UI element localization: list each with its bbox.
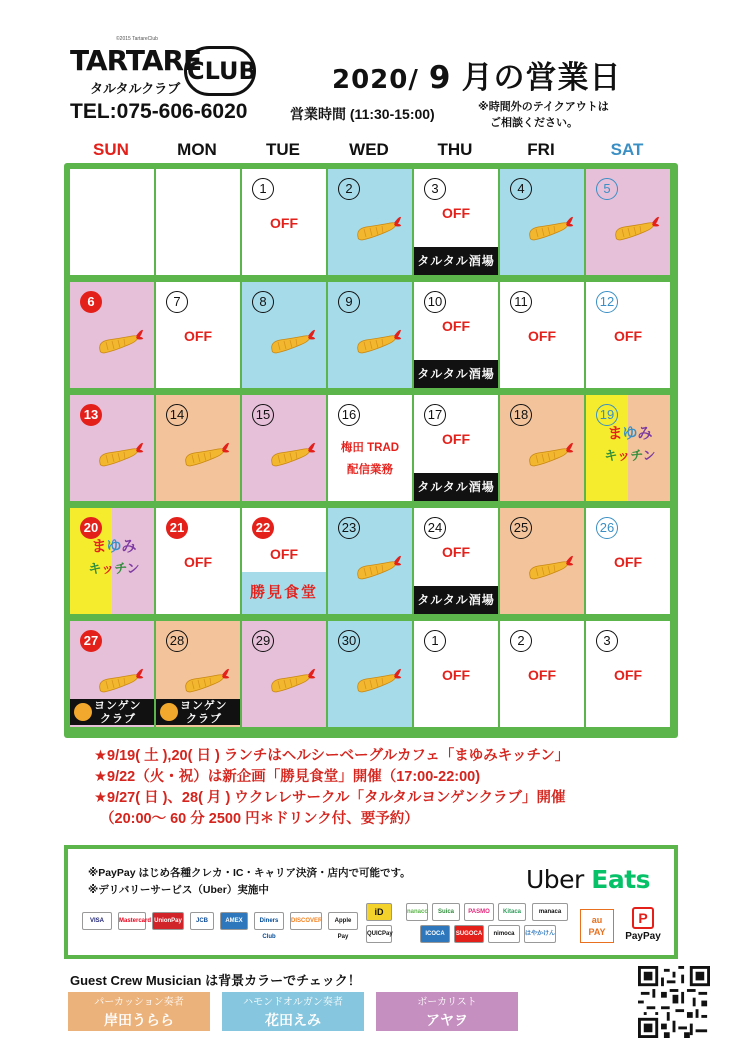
ic-logo: QUICPay <box>366 925 392 943</box>
day-number: 21 <box>166 517 188 539</box>
day-number: 6 <box>80 291 102 313</box>
ic-logo: nanaco <box>406 903 428 921</box>
calendar-day <box>414 395 498 501</box>
ic-logo: iD <box>366 903 392 921</box>
fried-shrimp-icon <box>94 439 144 469</box>
card-logo: UnionPay <box>152 912 184 930</box>
logo-club: CLUB <box>184 46 256 96</box>
day-number: 18 <box>510 404 532 426</box>
ic-logo: Suica <box>432 903 460 921</box>
event-notes <box>70 740 672 842</box>
note-line: （20:00～ 60 分 2500 円＊ドリンク付、要予約） <box>100 811 419 827</box>
payment-info <box>64 845 678 959</box>
calendar-day <box>414 282 498 388</box>
fried-shrimp-icon <box>94 326 144 356</box>
paypay-icon: P <box>632 907 654 929</box>
calendar-day <box>414 508 498 614</box>
katsumi-shokudo-tag: 勝見食堂 <box>242 572 326 614</box>
calendar-day <box>328 508 412 614</box>
off-label: OFF <box>442 205 470 221</box>
day-number: 11 <box>510 291 532 313</box>
day-number: 29 <box>252 630 274 652</box>
calendar-day <box>500 508 584 614</box>
off-label: OFF <box>528 667 556 683</box>
fried-shrimp-icon <box>94 665 144 695</box>
day-number: 1 <box>252 178 274 200</box>
uber-eats-logo: Uber Eats <box>526 865 651 894</box>
ic-logo: manaca <box>532 903 568 921</box>
card-logo: Diners Club <box>254 912 284 930</box>
day-number: 24 <box>424 517 446 539</box>
note-line: ★9/22（火・祝）は新企画「勝見食堂」開催（17:00-22:00) <box>94 769 481 785</box>
fried-shrimp-icon <box>266 665 316 695</box>
calendar-day <box>242 395 326 501</box>
day-number: 13 <box>80 404 102 426</box>
payment-note: ※PayPay はじめ各種クレカ・IC・キャリア決済・店内で可能です。 <box>88 867 411 879</box>
mayumi-kitchen-label: まゆみ キッチン <box>604 425 656 463</box>
day-number: 14 <box>166 404 188 426</box>
musician-badge: ハモンドオルガン奏者 花田えみ <box>222 992 364 1031</box>
day-number: 20 <box>80 517 102 539</box>
day-number: 17 <box>424 404 446 426</box>
calendar-day <box>586 282 670 388</box>
note-line: ★9/19( 土 ),20( 日 ) ランチはヘルシーベーグルカフェ「まゆみキッチン」 <box>94 748 570 764</box>
day-number: 3 <box>424 178 446 200</box>
logo-copyright: ©2015 TartareClub <box>116 36 158 42</box>
logo-text: TARTARE <box>70 44 202 77</box>
musician-badge: パーカッション奏者 岸田うらら <box>68 992 210 1031</box>
logo-jp: タルタルクラブ <box>90 81 181 96</box>
ic-logo: SUGOCA <box>454 925 484 943</box>
off-label: OFF <box>614 667 642 683</box>
calendar-day <box>500 621 584 727</box>
calendar-day <box>500 282 584 388</box>
card-logo: Apple Pay <box>328 912 358 930</box>
day-number: 26 <box>596 517 618 539</box>
fried-shrimp-icon <box>266 439 316 469</box>
day-number: 15 <box>252 404 274 426</box>
off-label: OFF <box>614 554 642 570</box>
day-number: 7 <box>166 291 188 313</box>
calendar-day <box>586 395 670 501</box>
day-number: 12 <box>596 291 618 313</box>
calendar-grid <box>64 163 678 738</box>
day-number: 2 <box>510 630 532 652</box>
calendar-day <box>70 282 154 388</box>
ic-logo: Kitaca <box>498 903 526 921</box>
fried-shrimp-icon <box>524 439 574 469</box>
calendar-day <box>500 395 584 501</box>
tartaru-sakaba-tag: タルタル酒場 <box>414 247 498 275</box>
day-number: 27 <box>80 630 102 652</box>
calendar-day <box>156 169 240 275</box>
musician-badge: ボーカリスト アヤヲ <box>376 992 518 1031</box>
day-number: 2 <box>338 178 360 200</box>
fried-shrimp-icon <box>266 326 316 356</box>
weekday-sun: SUN <box>93 140 129 159</box>
calendar-day <box>70 508 154 614</box>
fried-shrimp-icon <box>352 665 402 695</box>
card-logo: VISA <box>82 912 112 930</box>
umeda-event: 梅田 TRAD 配信業務 <box>340 442 400 476</box>
day-number: 30 <box>338 630 360 652</box>
calendar-day <box>242 621 326 727</box>
day-number: 9 <box>338 291 360 313</box>
weekday-wed: WED <box>349 140 389 159</box>
yongen-club-tag: ヨンゲン クラブ <box>156 699 240 725</box>
calendar-day <box>586 169 670 275</box>
off-label: OFF <box>442 544 470 560</box>
day-number: 8 <box>252 291 274 313</box>
calendar-day <box>242 282 326 388</box>
calendar-day <box>328 395 412 501</box>
weekday-mon: MON <box>177 140 217 159</box>
fried-shrimp-icon <box>352 326 402 356</box>
weekday-sat: SAT <box>610 140 644 159</box>
fried-shrimp-icon <box>180 439 230 469</box>
ic-logo: ICOCA <box>420 925 450 943</box>
off-label: OFF <box>442 667 470 683</box>
fried-shrimp-icon <box>352 552 402 582</box>
tartaru-sakaba-tag: タルタル酒場 <box>414 473 498 501</box>
calendar-day <box>328 621 412 727</box>
calendar-day <box>70 395 154 501</box>
business-hours: 営業時間 (11:30-15:00) <box>290 106 435 122</box>
fried-shrimp-icon <box>352 213 402 243</box>
calendar-day <box>156 621 240 727</box>
fried-shrimp-icon <box>524 552 574 582</box>
bird-icon <box>160 703 178 721</box>
day-number: 28 <box>166 630 188 652</box>
bird-icon <box>74 703 92 721</box>
ic-logo: nimoca <box>488 925 520 943</box>
delivery-note: ※デリバリーサービス（Uber）実施中 <box>88 884 269 896</box>
day-number: 25 <box>510 517 532 539</box>
card-logo: AMEX <box>220 912 248 930</box>
calendar-day <box>242 508 326 614</box>
weekday-tue: TUE <box>266 140 300 159</box>
fried-shrimp-icon <box>610 213 660 243</box>
calendar-day <box>156 282 240 388</box>
au-pay-logo: au PAY <box>580 909 614 943</box>
off-label: OFF <box>614 328 642 344</box>
off-label: OFF <box>442 431 470 447</box>
ic-logo: はやかけん <box>524 925 556 943</box>
off-label: OFF <box>270 215 298 231</box>
card-logo: Mastercard <box>118 912 146 930</box>
mayumi-kitchen-label: まゆみ キッチン <box>88 538 140 576</box>
calendar-day <box>500 169 584 275</box>
calendar-day <box>328 169 412 275</box>
day-number: 16 <box>338 404 360 426</box>
qr-code[interactable] <box>638 966 710 1038</box>
calendar-day <box>156 508 240 614</box>
logo <box>70 36 260 102</box>
calendar-day <box>586 621 670 727</box>
takeout-note: ※時間外のテイクアウトは ご相談ください。 <box>478 101 609 129</box>
off-label: OFF <box>184 554 212 570</box>
off-label: OFF <box>184 328 212 344</box>
day-number: 3 <box>596 630 618 652</box>
calendar-day <box>70 169 154 275</box>
tartaru-sakaba-tag: タルタル酒場 <box>414 586 498 614</box>
day-number: 1 <box>424 630 446 652</box>
calendar-day <box>414 621 498 727</box>
calendar-day <box>414 169 498 275</box>
guest-title: Guest Crew Musician は背景カラーでチェック！ <box>70 973 361 988</box>
off-label: OFF <box>270 546 298 562</box>
page-title: 2020/ 9 月の営業日 <box>332 60 622 96</box>
ic-logo: PASMO <box>464 903 494 921</box>
calendar-day <box>328 282 412 388</box>
calendar-day <box>586 508 670 614</box>
paypay-logo: P PayPay <box>622 907 664 947</box>
weekday-fri: FRI <box>527 140 555 159</box>
fried-shrimp-icon <box>180 665 230 695</box>
day-number: 19 <box>596 404 618 426</box>
calendar-day <box>70 621 154 727</box>
off-label: OFF <box>528 328 556 344</box>
tartaru-sakaba-tag: タルタル酒場 <box>414 360 498 388</box>
phone-number: TEL:075-606-6020 <box>70 100 248 123</box>
weekday-thu: THU <box>437 140 473 159</box>
calendar-day <box>242 169 326 275</box>
day-number: 4 <box>510 178 532 200</box>
calendar-day <box>156 395 240 501</box>
off-label: OFF <box>442 318 470 334</box>
fried-shrimp-icon <box>524 213 574 243</box>
day-number: 23 <box>338 517 360 539</box>
card-logo: JCB <box>190 912 214 930</box>
day-number: 10 <box>424 291 446 313</box>
day-number: 22 <box>252 517 274 539</box>
day-number: 5 <box>596 178 618 200</box>
yongen-club-tag: ヨンゲン クラブ <box>70 699 154 725</box>
note-line: ★9/27( 日 )、28( 月 ) ウクレレサークル「タルタルヨンゲンクラブ」開催 <box>94 790 566 806</box>
card-logo: DISCOVER <box>290 912 322 930</box>
